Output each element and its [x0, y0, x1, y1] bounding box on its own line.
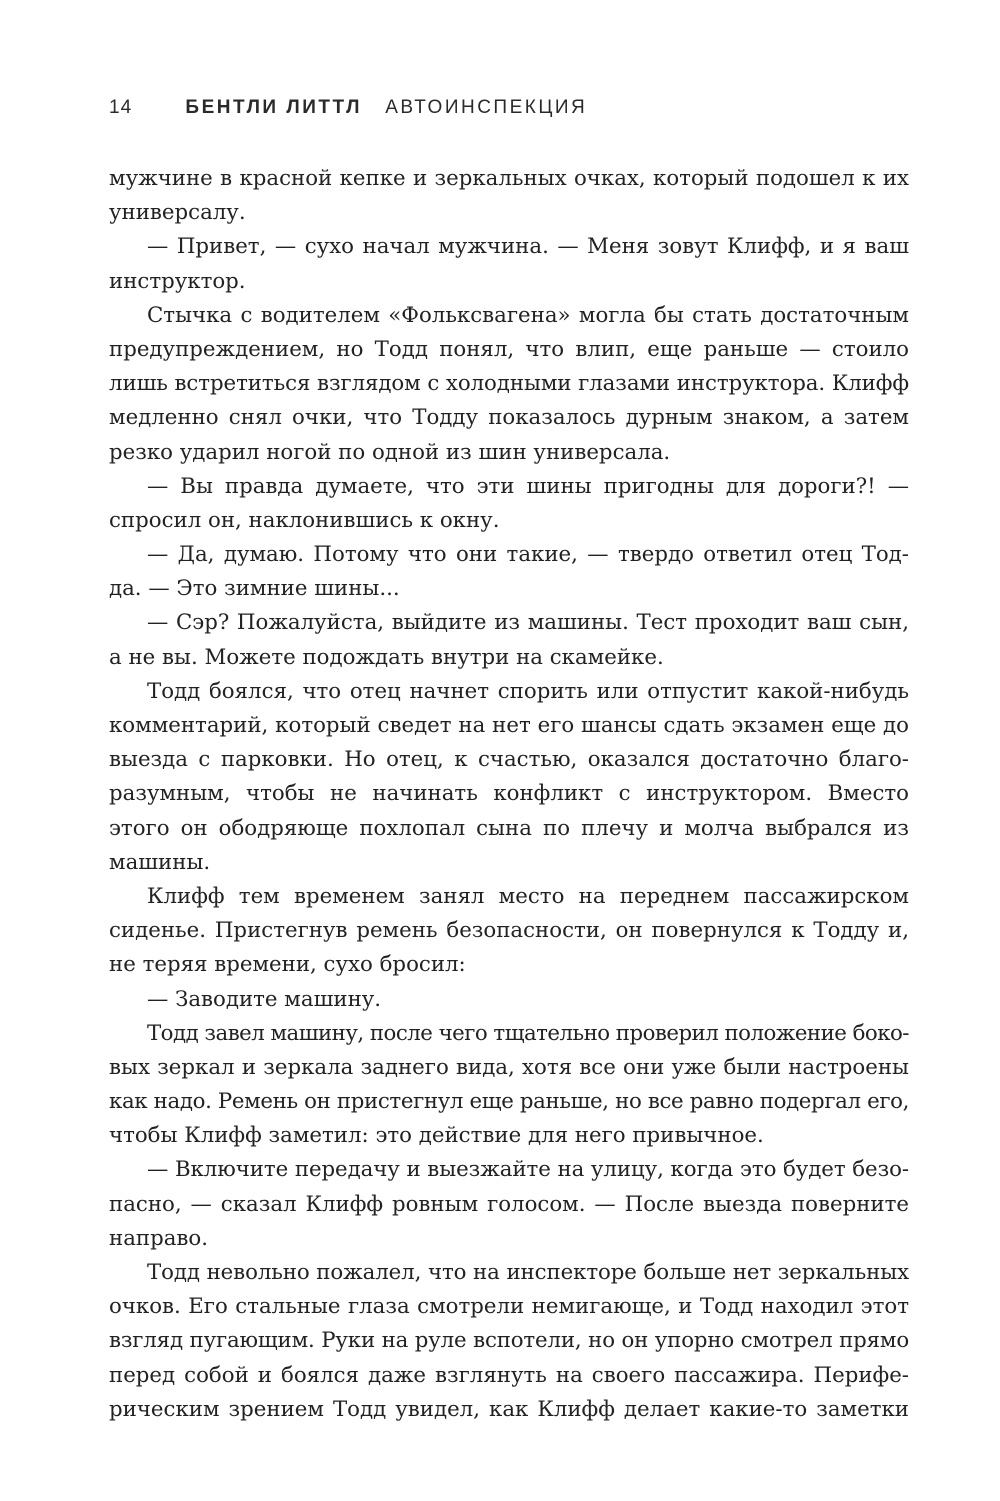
text-line: перед собой и боялся даже взглянуть на своего пассажира. Перифе-: [109, 1362, 909, 1388]
text-line: комментарий, который сведет на нет его шансы сдать экзамен еще до: [109, 713, 909, 738]
text-line: машины.: [109, 849, 211, 875]
text-line: вых зеркал и зеркала заднего вида, хотя все они уже были настроены: [109, 1054, 909, 1080]
text-line: разумным, чтобы не начинать конфликт с инструктором. Вместо: [109, 781, 909, 807]
text-line: Тодд завел машину, после чего тщательно проверил положение боко-: [147, 1020, 909, 1046]
text-line: взгляд пугающим. Руки на руле вспотели, но он упорно смотрел прямо: [109, 1328, 909, 1354]
text-line: резко ударил ногой по одной из шин универсала.: [109, 439, 671, 465]
running-head: [109, 96, 587, 120]
text-line: да. — Это зимние шины...: [109, 576, 400, 602]
text-line: а не вы. Можете подождать внутри на скамейке.: [109, 644, 664, 670]
body-text: [109, 162, 909, 1427]
text-line: не теряя времени, сухо бросил:: [109, 952, 466, 978]
text-line: инструктор.: [109, 268, 246, 294]
text-line: медленно снял очки, что Тодду показалось дурным знаком, а затем: [109, 405, 909, 431]
text-line: Тодд невольно пожалел, что на инспекторе больше нет зеркальных: [147, 1260, 909, 1285]
text-line: очков. Его стальные глаза смотрели немигающе, и Тодд находил этот: [109, 1294, 909, 1320]
text-line: — Сэр? Пожалуйста, выйдите из машины. Тест проходит ваш сын,: [147, 610, 909, 636]
text-line: направо.: [109, 1225, 208, 1251]
text-line: лишь встретиться взглядом с холодными глазами инструктора. Клифф: [109, 371, 909, 397]
text-line: — Да, думаю. Потому что они такие, — твердо ответил отец Тод-: [147, 542, 909, 568]
book-title: АВТОИНСПЕКЦИЯ: [385, 97, 588, 118]
text-line: — Включите передачу и выезжайте на улицу, когда это будет безо-: [147, 1157, 910, 1183]
text-line: рическим зрением Тодд увидел, как Клифф делает какие-то заметки: [109, 1396, 909, 1422]
text-line: предупреждением, но Тодд понял, что влип, еще раньше — стоило: [109, 336, 909, 362]
text-line: пасно, — сказал Клифф ровным голосом. — После выезда поверните: [109, 1191, 909, 1217]
page-number: 14: [109, 97, 133, 118]
author-name: БЕНТЛИ ЛИТТЛ: [185, 97, 362, 118]
text-line: спросил он, наклонившись к окну.: [109, 507, 500, 533]
text-line: чтобы Клифф заметил: это действие для него привычное.: [109, 1123, 764, 1149]
text-line: Клифф тем временем занял место на переднем пассажирском: [147, 883, 909, 909]
text-line: — Вы правда думаете, что эти шины пригодны для дороги?! —: [147, 473, 909, 499]
text-line: Стычка с водителем «Фольксвагена» могла бы стать достаточным: [147, 302, 909, 328]
text-line: мужчине в красной кепке и зеркальных очках, который подошел к их: [109, 166, 909, 191]
text-line: — Привет, — сухо начал мужчина. — Меня зовут Клифф, и я ваш: [147, 234, 909, 260]
text-line: универсалу.: [109, 200, 246, 226]
text-line: как надо. Ремень он пристегнул еще раньше, но все равно подергал его,: [109, 1089, 910, 1115]
text-line: — Заводите машину.: [147, 986, 382, 1012]
text-line: сиденье. Пристегнув ремень безопасности, он повернулся к Тодду и,: [109, 918, 909, 944]
text-line: Тодд боялся, что отец начнет спорить или отпустит какой-нибудь: [147, 678, 909, 704]
text-line: этого он ободряюще похлопал сына по плечу и молча выбрался из: [109, 815, 909, 841]
text-line: выезда с парковки. Но отец, к счастью, оказался достаточно благо-: [109, 747, 909, 773]
